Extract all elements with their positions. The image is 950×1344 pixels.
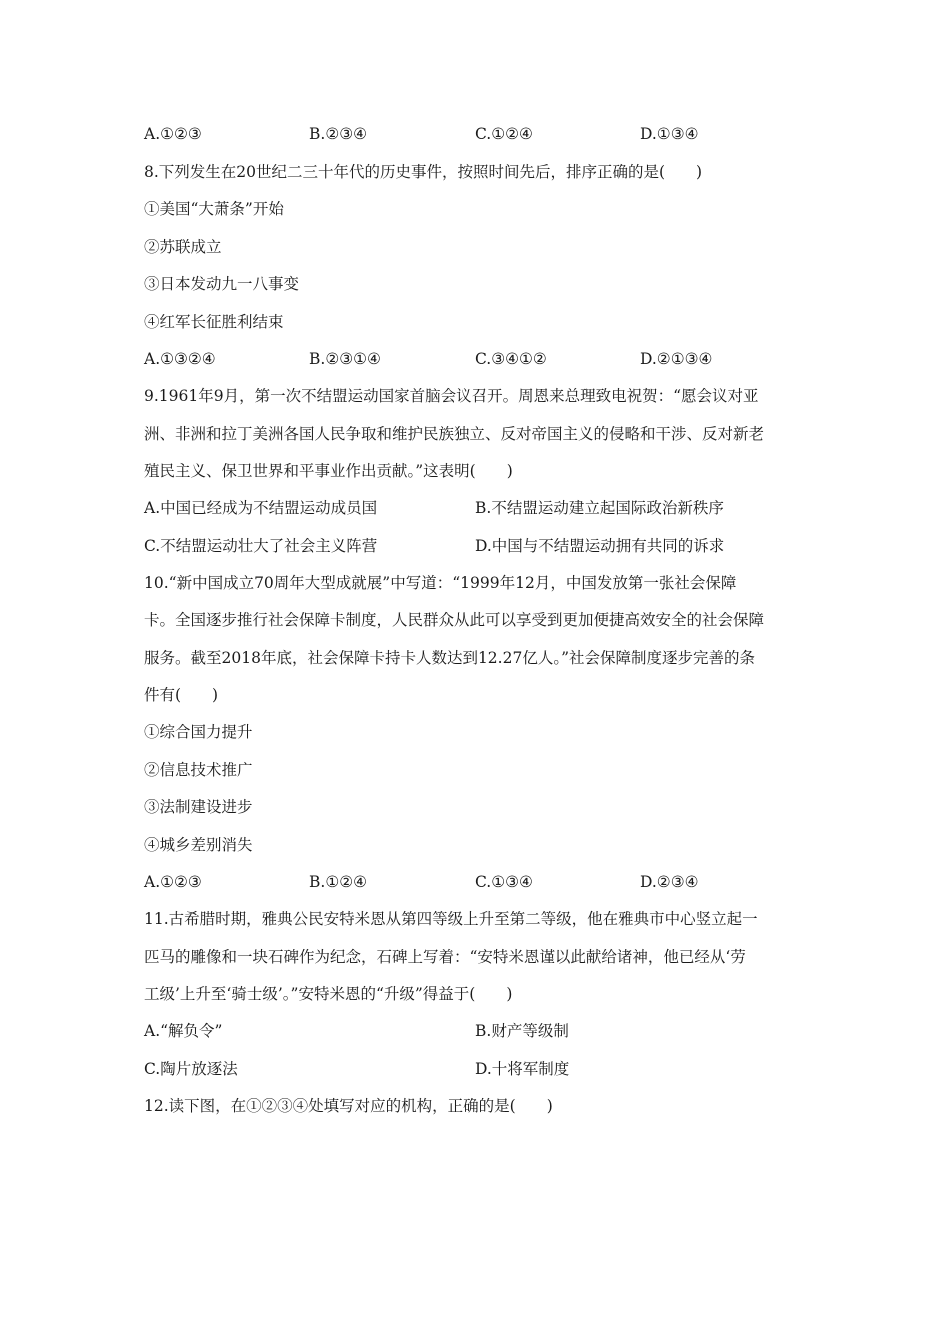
q11-option-c[interactable]: C.陶片放逐法 bbox=[144, 1060, 238, 1078]
q8-item-1: ①美国“大萧条”开始 bbox=[144, 200, 284, 218]
q8-item-4: ④红军长征胜利结束 bbox=[144, 313, 284, 331]
q11-option-a[interactable]: A.“解负令” bbox=[144, 1022, 223, 1040]
q11-stem-line-1: 11.古希腊时期，雅典公民安特米恩从第四等级上升至第二等级，他在雅典市中心竖立起一 bbox=[144, 910, 758, 928]
q10-stem-line-3: 服务。截至2018年底，社会保障卡持卡人数达到12.27亿人。”社会保障制度逐步完善的条 bbox=[144, 649, 755, 667]
q10-item-1: ①综合国力提升 bbox=[144, 723, 253, 741]
q11-option-b[interactable]: B.财产等级制 bbox=[475, 1022, 569, 1040]
q8-stem: 8.下列发生在20世纪二三十年代的历史事件，按照时间先后，排序正确的是( ) bbox=[144, 163, 703, 181]
q9-stem-line-3: 殖民主义、保卫世界和平事业作出贡献。”这表明( ) bbox=[144, 462, 513, 480]
q10-item-4: ④城乡差别消失 bbox=[144, 836, 253, 854]
q7-option-c[interactable]: C.①②④ bbox=[475, 125, 533, 143]
q10-option-d[interactable]: D.②③④ bbox=[640, 873, 699, 891]
q8-option-b[interactable]: B.②③①④ bbox=[309, 350, 381, 368]
q10-item-3: ③法制建设进步 bbox=[144, 798, 253, 816]
q11-stem-line-3: 工级’上升至‘骑士级’。”安特米恩的“升级”得益于( ) bbox=[144, 985, 513, 1003]
q9-option-b[interactable]: B.不结盟运动建立起国际政治新秩序 bbox=[475, 499, 724, 517]
q10-stem-line-4: 件有( ) bbox=[144, 686, 219, 704]
q10-option-c[interactable]: C.①③④ bbox=[475, 873, 533, 891]
q9-option-a[interactable]: A.中国已经成为不结盟运动成员国 bbox=[144, 499, 378, 517]
q10-item-2: ②信息技术推广 bbox=[144, 761, 253, 779]
q7-option-d[interactable]: D.①③④ bbox=[640, 125, 699, 143]
q8-option-a[interactable]: A.①③②④ bbox=[144, 350, 216, 368]
q12-stem: 12.读下图，在①②③④处填写对应的机构，正确的是( ) bbox=[144, 1097, 553, 1115]
q7-option-a[interactable]: A.①②③ bbox=[144, 125, 202, 143]
q10-stem-line-2: 卡。全国逐步推行社会保障卡制度，人民群众从此可以享受到更加便捷高效安全的社会保障 bbox=[144, 611, 765, 629]
q9-option-d[interactable]: D.中国与不结盟运动拥有共同的诉求 bbox=[475, 537, 725, 555]
q8-option-c[interactable]: C.③④①② bbox=[475, 350, 547, 368]
q11-stem-line-2: 匹马的雕像和一块石碑作为纪念，石碑上写着：“安特米恩谨以此献给诸神，他已经从‘劳 bbox=[144, 948, 746, 966]
q10-option-b[interactable]: B.①②④ bbox=[309, 873, 368, 891]
q10-stem-line-1: 10.“新中国成立70周年大型成就展”中写道：“1999年12月，中国发放第一张社会保障 bbox=[144, 574, 737, 592]
q9-stem-line-2: 洲、非洲和拉丁美洲各国人民争取和维护民族独立、反对帝国主义的侵略和干涉、反对新老 bbox=[144, 425, 765, 443]
q9-stem-line-1: 9.1961年9月，第一次不结盟运动国家首脑会议召开。周恩来总理致电祝贺：“愿会议对亚 bbox=[144, 387, 759, 405]
q8-item-2: ②苏联成立 bbox=[144, 238, 222, 256]
q8-option-d[interactable]: D.②①③④ bbox=[640, 350, 713, 368]
q8-item-3: ③日本发动九一八事变 bbox=[144, 275, 300, 293]
q11-option-d[interactable]: D.十将军制度 bbox=[475, 1060, 570, 1078]
q7-option-b[interactable]: B.②③④ bbox=[309, 125, 368, 143]
q10-option-a[interactable]: A.①②③ bbox=[144, 873, 202, 891]
q9-option-c[interactable]: C.不结盟运动壮大了社会主义阵营 bbox=[144, 537, 378, 555]
